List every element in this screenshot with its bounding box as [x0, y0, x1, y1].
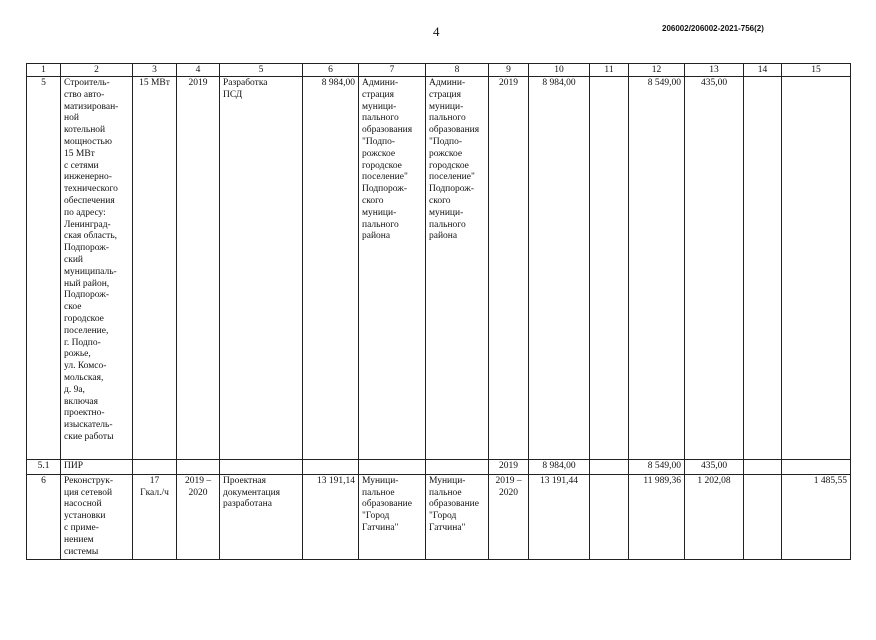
- cell-col15: 1 485,55: [782, 474, 851, 560]
- cell-object-name: ПИР: [61, 460, 133, 475]
- cell-owner: Муници- пальное образование "Город Гатчина": [426, 474, 489, 560]
- cell-col11: [590, 460, 629, 475]
- cell-col13: 435,00: [685, 460, 744, 475]
- table-row: [27, 77, 851, 460]
- cell-cost: [303, 460, 359, 475]
- col-num-8: 8: [426, 64, 489, 77]
- cell-capacity: 15 МВт: [133, 77, 177, 460]
- column-number-row: [27, 64, 851, 77]
- cell-total: 8 984,00: [529, 460, 590, 475]
- cell-year: [177, 460, 220, 475]
- cell-capacity: [133, 460, 177, 475]
- col-num-14: 14: [744, 64, 782, 77]
- col-num-9: 9: [489, 64, 529, 77]
- cell-row-number: 6: [27, 474, 61, 560]
- cell-col14: [744, 460, 782, 475]
- cell-total: 13 191,44: [529, 474, 590, 560]
- cell-year: 2019 – 2020: [177, 474, 220, 560]
- cell-total: 8 984,00: [529, 77, 590, 460]
- cell-col14: [744, 77, 782, 460]
- cell-customer: Муници- пальное образование "Город Гатчина": [359, 474, 426, 560]
- cell-period: 2019: [489, 460, 529, 475]
- cell-col11: [590, 474, 629, 560]
- cell-capacity: 17 Гкал./ч: [133, 474, 177, 560]
- cell-owner: Админи- страция муници- пального образования "Подпо- рожское городское поселение" Подпорож- ского муници- пального района: [426, 77, 489, 460]
- cell-col15: [782, 77, 851, 460]
- cell-col12: 8 549,00: [629, 460, 685, 475]
- col-num-3: 3: [133, 64, 177, 77]
- col-num-1: 1: [27, 64, 61, 77]
- cell-col12: 8 549,00: [629, 77, 685, 460]
- cell-stage: Проектная документация разработана: [220, 474, 303, 560]
- cell-period: 2019 – 2020: [489, 474, 529, 560]
- cell-col13: 435,00: [685, 77, 744, 460]
- cell-period: 2019: [489, 77, 529, 460]
- col-num-5: 5: [220, 64, 303, 77]
- document-code: 206002/206002-2021-756(2): [662, 24, 764, 33]
- cell-year: 2019: [177, 77, 220, 460]
- col-num-15: 15: [782, 64, 851, 77]
- cell-cost: 8 984,00: [303, 77, 359, 460]
- cell-object-name: Строитель- ство авто- матизирован- ной котельной мощностью 15 МВт с сетями инженерно- технического обеспечения по адресу: Ленинград- ская область, Подпорож- ский муниципаль- ный район, Подпорож- ское городское поселение, г. Подпо- рожье, ул. Комсо- мольская, д. 9а, включая проектно- изыскатель- ские работы: [61, 77, 133, 460]
- col-num-2: 2: [61, 64, 133, 77]
- cell-customer: Админи- страция муници- пального образования "Подпо- рожское городское поселение" Подпорож- ского муници- пального района: [359, 77, 426, 460]
- cell-col13: 1 202,08: [685, 474, 744, 560]
- cell-owner: [426, 460, 489, 475]
- cell-col14: [744, 474, 782, 560]
- cell-stage: [220, 460, 303, 475]
- cell-cost: 13 191,14: [303, 474, 359, 560]
- cell-row-number: 5.1: [27, 460, 61, 475]
- cell-col11: [590, 77, 629, 460]
- col-num-11: 11: [590, 64, 629, 77]
- col-num-12: 12: [629, 64, 685, 77]
- col-num-7: 7: [359, 64, 426, 77]
- cell-row-number: 5: [27, 77, 61, 460]
- cell-col12: 11 989,36: [629, 474, 685, 560]
- investment-program-table: [26, 63, 851, 560]
- col-num-13: 13: [685, 64, 744, 77]
- col-num-10: 10: [529, 64, 590, 77]
- col-num-4: 4: [177, 64, 220, 77]
- cell-object-name: Реконструк- ция сетевой насосной установки с приме- нением системы: [61, 474, 133, 560]
- table-row: [27, 474, 851, 560]
- cell-customer: [359, 460, 426, 475]
- page-number: 4: [433, 24, 440, 39]
- table-row: [27, 460, 851, 475]
- col-num-6: 6: [303, 64, 359, 77]
- cell-stage: Разработка ПСД: [220, 77, 303, 460]
- cell-col15: [782, 460, 851, 475]
